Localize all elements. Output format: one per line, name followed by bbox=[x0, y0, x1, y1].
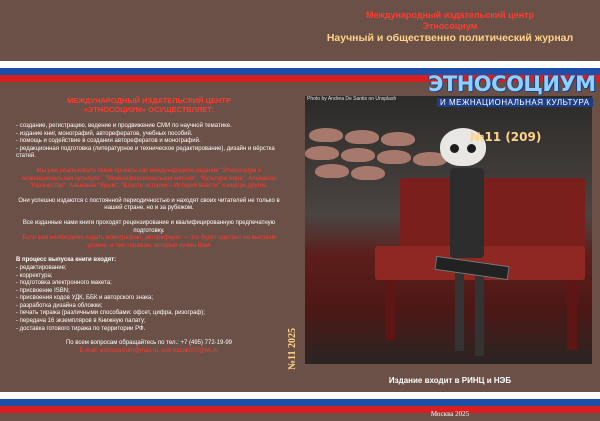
bench-back bbox=[400, 178, 585, 256]
spine bbox=[287, 300, 305, 370]
list-item: - присвоение ISBN; bbox=[16, 287, 70, 294]
list-item: - присвоения кодов УДК, ББК и авторского знака; bbox=[16, 295, 154, 302]
contact-phone: По всем вопросам обращайтесь по тел.: +7 (495) 772-19-99 bbox=[65, 340, 233, 347]
list-item: - помощь и содействие в создании авторефератов и монографий. bbox=[16, 138, 201, 145]
list-item: - создание, регистрацию, ведение и продвижение СМИ по научной тематике. bbox=[16, 123, 232, 129]
list-item: - подготовка электронного макета; bbox=[16, 280, 112, 287]
process-list bbox=[16, 265, 282, 333]
process-title: В процесс выпуска книги входят: bbox=[16, 257, 117, 264]
list-item: - редактирование; bbox=[16, 264, 67, 271]
journal-logo: ЭТНОСОЦИУМ bbox=[428, 72, 596, 96]
services-list bbox=[16, 123, 282, 161]
journal-subtitle: Научный и общественно политический журнал bbox=[326, 32, 574, 44]
offer-text: Если вам необходимо издать монографию, автореферат — это будет сделано на высоком уровне, и тем тиражом, который нужен Вам! bbox=[22, 235, 276, 249]
spine-text: №11 2025 bbox=[287, 328, 298, 370]
list-item: - печать тиража (различными способами: офсет, цифра, ризограф); bbox=[16, 310, 205, 317]
list-item: - корректура; bbox=[16, 272, 53, 279]
back-heading-1: МЕЖДУНАРОДНЫЙ ИЗДАТЕЛЬСКИЙ ЦЕНТР bbox=[66, 96, 232, 105]
list-item: - передача 16 экземпляров в Книжную палату; bbox=[16, 318, 146, 325]
back-heading-2: «ЭТНОСОЦИУМ» ОСУЩЕСТВЛЯЕТ: bbox=[83, 105, 215, 114]
indexing-note: Издание входит в РИНЦ и НЭБ bbox=[388, 376, 512, 385]
list-item: - редакционная подготовка (литературное и техническое редактирование), дизайн и вёрстка статей. bbox=[16, 145, 275, 160]
projects-text: Мы уже реализовали такие проекты как международное издание "Этносоциум и межнациональная культура", "Межконфессиональная миссия", "Культура мира", Альманах "Казачество", Альманах "Крым", "Власть истории – История власти" и многие другие. bbox=[22, 167, 276, 190]
city-year: Москва 2025 bbox=[430, 410, 470, 418]
list-item: - разработка дизайна обложки; bbox=[16, 302, 103, 309]
publisher-brand: Этносоциум bbox=[422, 21, 478, 31]
publisher-name: Международный издательский центр bbox=[365, 10, 535, 20]
issue-number: №11 (209) bbox=[470, 130, 542, 144]
list-item: - доставка готового тиража по территории РФ. bbox=[16, 325, 146, 332]
robot-body bbox=[450, 168, 484, 258]
contact-email: E-mail: ethnosocium@mail.ru, или kazak007@bk.ru bbox=[79, 347, 219, 354]
journal-logo-subtitle: И МЕЖНАЦИОНАЛЬНАЯ КУЛЬТУРА bbox=[437, 98, 593, 107]
list-item: - издание книг, монографий, авторефератов, учебных пособий. bbox=[16, 130, 193, 137]
periodicity-text: Они успешно издаются с постоянной периодичностью и находят своих читателей не только в нашей стране, но и за рубежом. bbox=[18, 197, 280, 212]
photo-credit: Photo by Andrea De Santis on Unsplash bbox=[307, 96, 397, 102]
cover-photo bbox=[305, 96, 592, 364]
back-cover-text bbox=[16, 96, 282, 355]
review-text: Все изданные нами книги проходят рецензирование и квалифицированную предпечатную подготовку. bbox=[22, 219, 276, 234]
